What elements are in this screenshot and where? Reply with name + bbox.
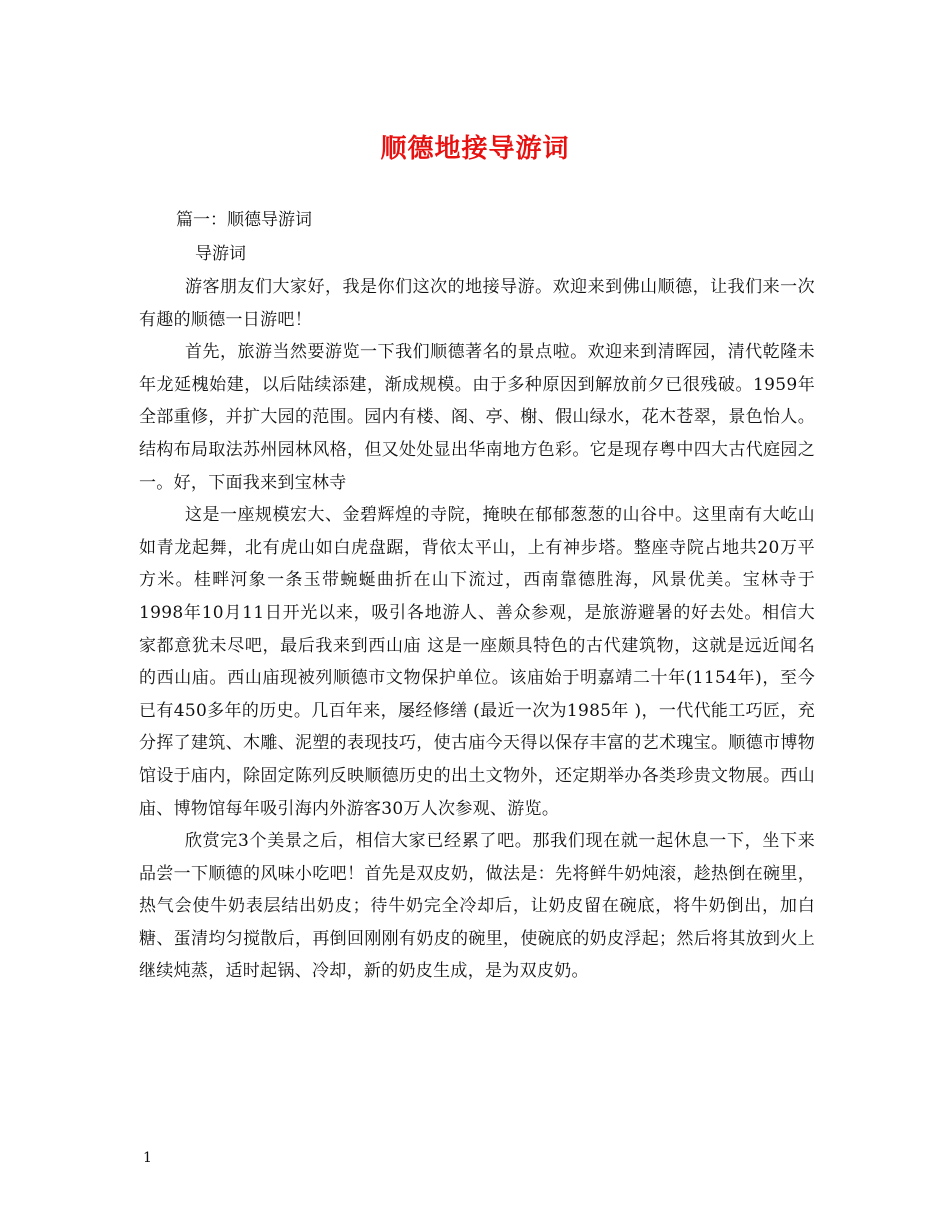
paragraph-2: 首先，旅游当然要游览一下我们顺德著名的景点啦。欢迎来到清晖园，清代乾隆未年龙延槐始建，以后陆续添建，渐成规模。由于多种原因到解放前夕已很残破。1959年全部重修，并扩大园的范围。园内有楼、阁、亭、榭、假山绿水，花木苍翠，景色怡人。结构布局取法苏州园林风格，但又处处显出华南地方色彩。它是现存粤中四大古代庭园之一。好，下面我来到宝林寺	[139, 342, 815, 493]
page-number: 1	[143, 1150, 152, 1166]
body-text	[139, 271, 815, 988]
sub-heading: 导游词	[195, 244, 246, 264]
paragraph-1: 游客朋友们大家好，我是你们这次的地接导游。欢迎来到佛山顺德，让我们来一次有趣的顺德一日游吧！	[139, 277, 815, 330]
paragraph-3: 这是一座规模宏大、金碧辉煌的寺院，掩映在郁郁葱葱的山谷中。这里南有大屹山如青龙起舞，北有虎山如白虎盘踞，背依太平山，上有神步塔。整座寺院占地共20万平方米。桂畔河象一条玉带蜿蜒曲折在山下流过，西南靠德胜海，风景优美。宝林寺于1998年10月11日开光以来，吸引各地游人、善众参观，是旅游避暑的好去处。相信大家都意犹未尽吧，最后我来到西山庙 这是一座颇具特色的古代建筑物，这就是远近闻名的西山庙。西山庙现被列顺德市文物保护单位。该庙始于明嘉靖二十年(1154年)，至今已有450多年的历史。几百年来，屡经修缮 (最近一次为1985年 )，一代代能工巧匠，充分挥了建筑、木雕、泥塑的表现技巧，使古庙今天得以保存丰富的艺术瑰宝。顺德市博物馆设于庙内，除固定陈列反映顺德历史的出土文物外，还定期举办各类珍贵文物展。西山庙、博物馆每年吸引海内外游客30万人次参观、游览。	[139, 505, 815, 819]
section-heading: 篇一：顺德导游词	[176, 210, 312, 230]
paragraph-4: 欣赏完3个美景之后，相信大家已经累了吧。那我们现在就一起休息一下，坐下来品尝一下顺德的风味小吃吧！首先是双皮奶，做法是：先将鲜牛奶炖滚，趁热倒在碗里，热气会使牛奶表层结出奶皮；待牛奶完全冷却后，让奶皮留在碗底，将牛奶倒出，加白糖、蛋清均匀搅散后，再倒回刚刚有奶皮的碗里，使碗底的奶皮浮起；然后将其放到火上继续炖蒸，适时起锅、冷却，新的奶皮生成，是为双皮奶。	[139, 831, 815, 982]
document-title: 顺德地接导游词	[380, 134, 570, 164]
